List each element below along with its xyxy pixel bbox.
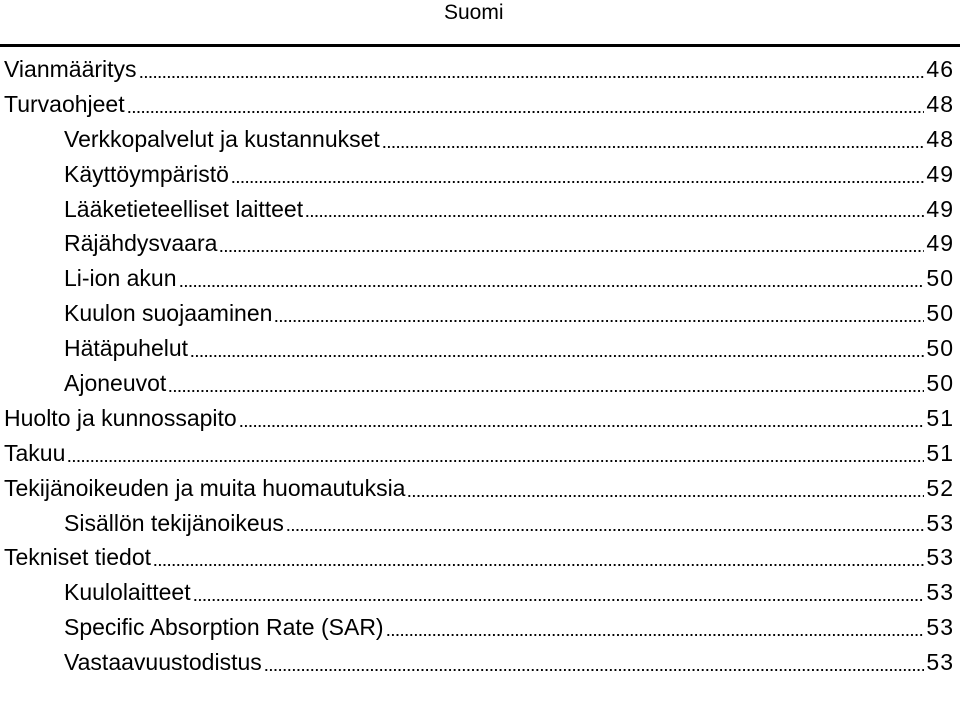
toc-entry-title: Turvaohjeet <box>4 90 125 117</box>
toc-entry[interactable] <box>0 471 960 506</box>
dot-leader <box>305 215 924 217</box>
toc-entry[interactable] <box>0 540 960 575</box>
toc-entry-title: Vastaavuustodistus <box>64 649 262 676</box>
toc-entry-page-number: 53 <box>926 649 954 676</box>
toc-entry[interactable] <box>0 401 960 436</box>
toc-entry-page-number: 50 <box>926 265 954 292</box>
toc-entry-page-number: 53 <box>926 509 954 536</box>
toc-entry[interactable] <box>0 296 960 331</box>
dot-leader <box>274 320 924 322</box>
toc-entry-title: Kuulolaitteet <box>64 579 191 606</box>
toc-entry[interactable] <box>0 610 960 645</box>
dot-leader <box>264 669 925 671</box>
toc-entry-page-number: 51 <box>926 439 954 466</box>
toc-entry[interactable] <box>0 366 960 401</box>
dot-leader <box>239 425 925 427</box>
toc-entry[interactable] <box>0 506 960 541</box>
toc-entry-title: Lääketieteelliset laitteet <box>64 195 304 222</box>
toc-entry[interactable] <box>0 331 960 366</box>
toc-entry-title: Kuulon suojaaminen <box>64 300 273 327</box>
toc-entry[interactable] <box>0 575 960 610</box>
toc-entry-title: Tekniset tiedot <box>4 544 152 571</box>
toc-entry-page-number: 49 <box>926 160 954 187</box>
toc-entry[interactable] <box>0 122 960 157</box>
dot-leader <box>127 111 925 113</box>
toc-entry-title: Käyttöympäristö <box>64 160 229 187</box>
toc-entry-page-number: 53 <box>926 544 954 571</box>
toc-entry-title: Huolto ja kunnossapito <box>4 404 237 431</box>
toc-entry[interactable] <box>0 157 960 192</box>
toc-entry-title: Vianmääritys <box>4 56 137 82</box>
toc-entry-title: Specific Absorption Rate (SAR) <box>64 614 384 641</box>
toc-entry-page-number: 53 <box>926 614 954 641</box>
page-language-header: Suomi <box>444 1 504 24</box>
dot-leader <box>231 181 925 183</box>
toc-entry[interactable] <box>0 261 960 296</box>
header-divider <box>0 44 960 47</box>
dot-leader <box>179 285 925 287</box>
toc-entry-page-number: 52 <box>926 474 954 501</box>
dot-leader <box>286 529 925 531</box>
dot-leader <box>407 495 924 497</box>
toc-entry[interactable] <box>0 436 960 471</box>
dot-leader <box>382 146 925 148</box>
toc-entry-page-number: 50 <box>926 300 954 327</box>
toc-entry-title: Ajoneuvot <box>64 370 167 397</box>
toc-entry-title: Sisällön tekijänoikeus <box>64 509 284 536</box>
toc-entry-page-number: 48 <box>926 125 954 152</box>
toc-entry-page-number: 48 <box>926 90 954 117</box>
table-of-contents <box>0 52 960 680</box>
toc-entry[interactable] <box>0 87 960 122</box>
toc-entry-page-number: 49 <box>926 195 954 222</box>
dot-leader <box>67 460 924 462</box>
dot-leader <box>193 599 925 601</box>
dot-leader <box>219 250 924 252</box>
toc-entry[interactable] <box>0 52 960 87</box>
toc-entry-page-number: 50 <box>926 370 954 397</box>
toc-entry[interactable] <box>0 645 960 680</box>
dot-leader <box>190 355 924 357</box>
toc-entry-page-number: 50 <box>926 335 954 362</box>
toc-entry-title: Takuu <box>4 439 66 466</box>
toc-entry[interactable] <box>0 226 960 261</box>
toc-entry-page-number: 53 <box>926 579 954 606</box>
toc-entry-title: Tekijänoikeuden ja muita huomautuksia <box>4 474 406 501</box>
dot-leader <box>386 634 925 636</box>
toc-entry-title: Li-ion akun <box>64 265 177 292</box>
toc-entry-page-number: 51 <box>926 404 954 431</box>
dot-leader <box>168 390 924 392</box>
toc-entry-title: Verkkopalvelut ja kustannukset <box>64 125 380 152</box>
toc-entry-page-number: 46 <box>926 56 954 82</box>
toc-entry-page-number: 49 <box>926 230 954 257</box>
dot-leader <box>153 564 924 566</box>
toc-entry-title: Hätäpuhelut <box>64 335 189 362</box>
toc-entry-title: Räjähdysvaara <box>64 230 218 257</box>
dot-leader <box>139 76 925 78</box>
toc-entry[interactable] <box>0 192 960 227</box>
